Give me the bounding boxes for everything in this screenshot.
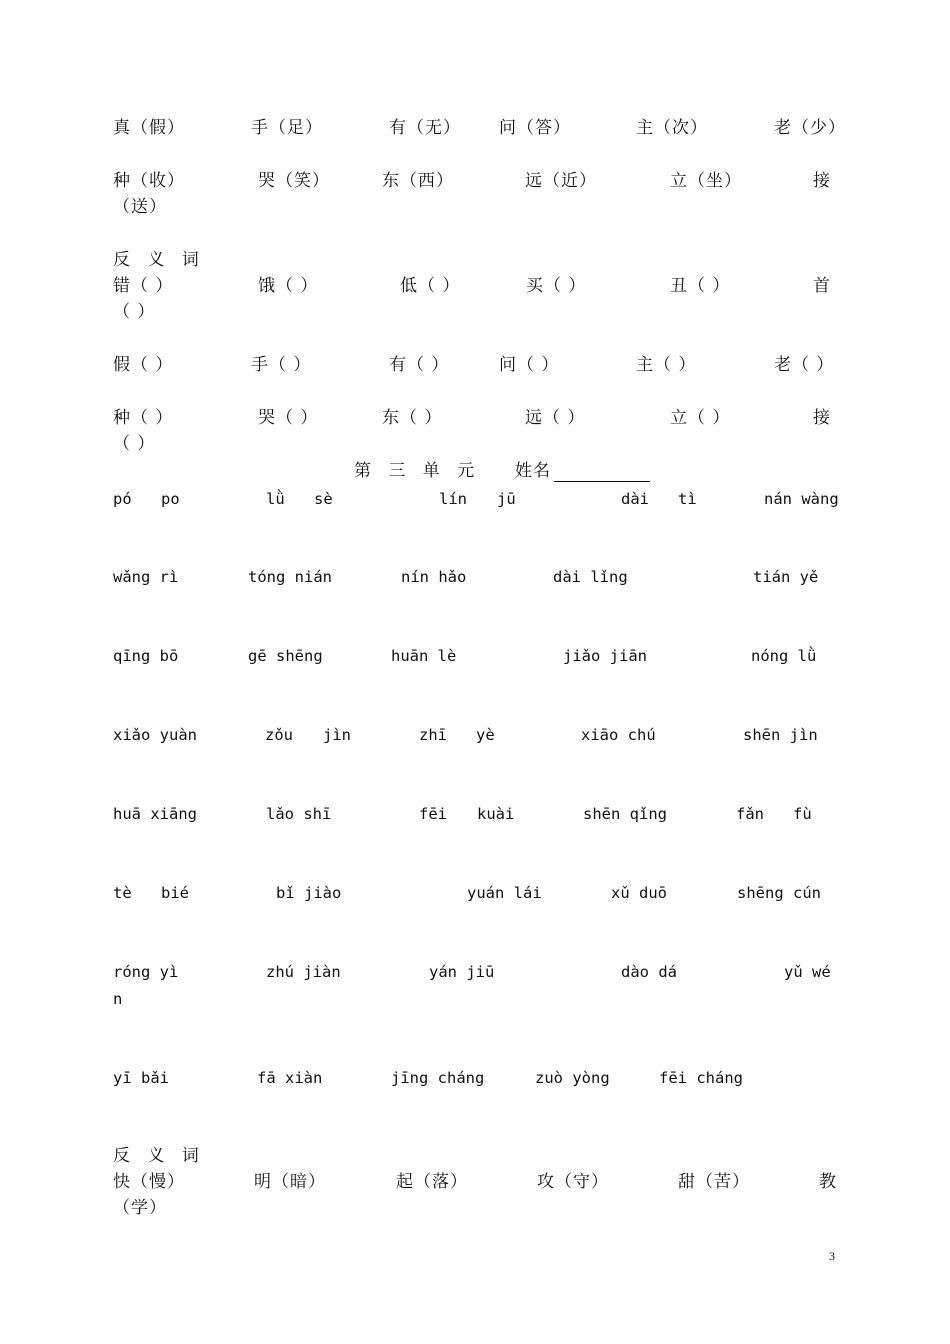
pinyin-word: yǔ wé <box>784 963 831 981</box>
pinyin-word: zhī <box>419 726 447 744</box>
antonym-pair: 快（慢） <box>113 1172 185 1192</box>
pinyin-word: xiāo chú <box>581 726 656 744</box>
blank-item: 饿（ ） <box>258 276 319 296</box>
antonym-pair: 哭（笑） <box>258 171 330 191</box>
antonym-pair: 攻（守） <box>537 1172 609 1192</box>
pinyin-word: tè <box>113 884 132 902</box>
antonym-pair: 立（坐） <box>670 171 742 191</box>
antonym-pair: 种（收） <box>113 171 185 191</box>
antonym-pair: 明（暗） <box>254 1172 326 1192</box>
pinyin-word: lǜ <box>266 490 285 508</box>
pinyin-word: xiǎo yuàn <box>113 726 197 744</box>
pinyin-word: lín <box>439 490 467 508</box>
blank-item: 哭（ ） <box>258 408 319 428</box>
pinyin-word: tì <box>678 490 697 508</box>
unit-title: 第 三 单 元 <box>354 461 481 481</box>
pinyin-word: lǎo shī <box>266 805 332 823</box>
antonym-pair: （送） <box>113 197 167 217</box>
antonym-pair: 教 <box>819 1172 837 1192</box>
blank-item: 假（ ） <box>113 355 174 375</box>
page-number: 3 <box>829 1249 835 1263</box>
antonym-pair: 东（西） <box>382 171 454 191</box>
pinyin-word: shēn qǐng <box>583 805 667 823</box>
antonym-pair: 起（落） <box>396 1172 468 1192</box>
blank-item: 错（ ） <box>113 276 174 296</box>
pinyin-word: dào dá <box>621 963 677 981</box>
blank-item: 手（ ） <box>251 355 312 375</box>
pinyin-word: fǎn <box>736 805 764 823</box>
pinyin-word: pó <box>113 490 132 508</box>
pinyin-word: róng yì <box>113 963 179 981</box>
blank-item: 有（ ） <box>389 355 450 375</box>
pinyin-word: bǐ jiào <box>276 884 342 902</box>
pinyin-word: xǔ duō <box>611 884 667 902</box>
section-heading: 反 义 词 <box>113 1146 205 1166</box>
pinyin-word: nóng lǜ <box>751 647 817 665</box>
pinyin-word: kuài <box>477 805 515 823</box>
blank-item: 种（ ） <box>113 408 174 428</box>
pinyin-word: sè <box>314 490 333 508</box>
pinyin-word: dài <box>621 490 649 508</box>
section-heading: 反 义 词 <box>113 250 205 270</box>
pinyin-word: yuán lái <box>467 884 542 902</box>
pinyin-word: dài lǐng <box>553 568 628 586</box>
blank-item: 丑（ ） <box>670 276 731 296</box>
pinyin-word: fā xiàn <box>257 1069 323 1087</box>
pinyin-word: yè <box>476 726 495 744</box>
pinyin-word: huā xiāng <box>113 805 197 823</box>
pinyin-word: jū <box>497 490 516 508</box>
pinyin-word: jīng cháng <box>391 1069 485 1087</box>
pinyin-word: po <box>161 490 180 508</box>
pinyin-word: qīng bō <box>113 647 179 665</box>
pinyin-word: zǒu <box>265 726 293 744</box>
pinyin-word: fēi <box>419 805 447 823</box>
antonym-pair: 主（次） <box>636 118 708 138</box>
blank-item: 主（ ） <box>636 355 697 375</box>
pinyin-word: jiǎo jiān <box>563 647 647 665</box>
name-label: 姓名 <box>515 461 551 481</box>
antonym-pair: 接 <box>813 171 831 191</box>
antonym-pair: 老（少） <box>774 118 846 138</box>
pinyin-word: fù <box>793 805 812 823</box>
pinyin-word: nán wàng <box>764 490 839 508</box>
blank-item: 东（ ） <box>382 408 443 428</box>
antonym-pair: 有（无） <box>389 118 461 138</box>
pinyin-word: huān lè <box>391 647 457 665</box>
antonym-pair: 远（近） <box>525 171 597 191</box>
pinyin-word: yī bǎi <box>113 1069 169 1087</box>
blank-item: 问（ ） <box>499 355 560 375</box>
blank-item: （ ） <box>113 302 156 322</box>
pinyin-word: yán jiū <box>429 963 495 981</box>
blank-item: 买（ ） <box>526 276 587 296</box>
blank-item: 低（ ） <box>400 276 461 296</box>
antonym-pair: 甜（苦） <box>678 1172 750 1192</box>
blank-item: 立（ ） <box>670 408 731 428</box>
name-blank-line <box>554 481 650 482</box>
pinyin-word: nín hǎo <box>401 568 467 586</box>
pinyin-word: tóng nián <box>248 568 332 586</box>
pinyin-word: bié <box>161 884 189 902</box>
blank-item: 远（ ） <box>525 408 586 428</box>
pinyin-word: fēi cháng <box>659 1069 743 1087</box>
antonym-pair: （学） <box>113 1198 167 1218</box>
pinyin-word: zhú jiàn <box>266 963 341 981</box>
antonym-pair: 问（答） <box>499 118 571 138</box>
pinyin-word: jìn <box>323 726 351 744</box>
blank-item: 接 <box>813 408 831 428</box>
pinyin-word: wǎng rì <box>113 568 179 586</box>
antonym-pair: 手（足） <box>251 118 323 138</box>
pinyin-word: shēn jìn <box>743 726 818 744</box>
pinyin-word: n <box>113 990 123 1008</box>
antonym-pair: 真（假） <box>113 118 185 138</box>
blank-item: 首 <box>813 276 831 296</box>
pinyin-word: zuò yòng <box>535 1069 610 1087</box>
blank-item: 老（ ） <box>774 355 835 375</box>
pinyin-word: gē shēng <box>248 647 323 665</box>
pinyin-word: tián yě <box>753 568 819 586</box>
blank-item: （ ） <box>113 434 156 454</box>
pinyin-word: shēng cún <box>737 884 821 902</box>
